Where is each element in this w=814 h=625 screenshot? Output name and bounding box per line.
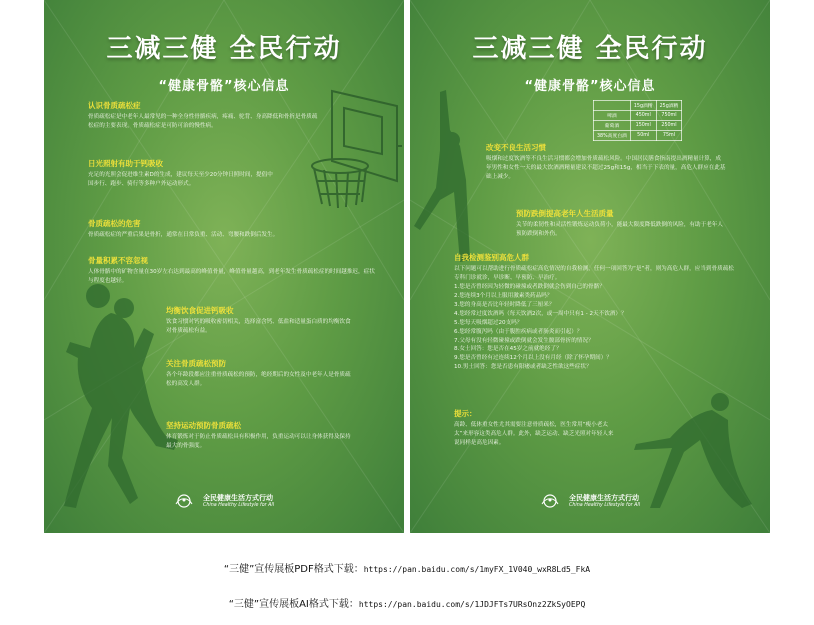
- download-link-ai[interactable]: https://pan.baidu.com/s/1JDJFTs7URsOnz2ZkSyOEPQ: [358, 600, 586, 609]
- section-tip: [454, 408, 614, 448]
- section-heading: 关注骨质疏松预防: [166, 359, 226, 368]
- section-body: 关节的柔韧性和灵活性锻炼运动负荷小，能最大限度降低跌倒的风险，有助于老年人预防跌倒和外伤。: [516, 222, 723, 237]
- section-heading: 骨量积累不容忽视: [88, 256, 148, 265]
- table-cell: 25g酒精: [656, 101, 682, 111]
- question-item: 3.您的身高是否比年轻时降低了三厘米？: [454, 301, 555, 308]
- section-fall-prevention: [516, 208, 726, 239]
- caption-label: “三健”宣传展板PDF格式下载：: [223, 564, 364, 575]
- section-diet: [166, 305, 356, 336]
- section-sunlight: [88, 158, 278, 189]
- footer-logo: [44, 490, 404, 509]
- section-body: 饮食习惯对钙的吸收密切相关，选择富含钙、低盐和适量蛋白质的均衡饮食对骨质疏松有益。: [166, 319, 351, 334]
- section-body: 人体骨骼中的矿物含量在30岁左右达到最高的峰值骨量，峰值骨量越高，到老年发生骨质疏松症的时间越推迟，症状与程度也越轻。: [88, 269, 375, 284]
- section-body: 充足的光照会促进维生素D的生成，建议每天至少20分钟日照时间，提倡中国步行、跑步、骑行等多种户外运动形式。: [88, 172, 273, 187]
- logo-cn-text: 全民健康生活方式行动: [203, 494, 273, 502]
- alcohol-equivalence-table: [593, 100, 682, 141]
- caption-label: “三健”宣传展板AI格式下载：: [228, 599, 359, 610]
- section-body: 高龄、低体重女性尤其需要注意骨质疏松，医生常用“瘦小老太太”来形容这类高危人群。此外，缺乏运动、缺乏光照对年轻人来说同样是高危因素。: [454, 422, 614, 446]
- logo-en-text: China Healthy Lifestyle for All: [203, 503, 275, 508]
- poster-title: 三减三健 全民行动: [106, 34, 342, 64]
- poster-right: [410, 0, 770, 533]
- question-item: 2.您连续3个月以上服用激素类药品吗？: [454, 292, 553, 299]
- section-prevention: [166, 358, 356, 389]
- table-cell: 38%高度白酒: [594, 131, 631, 141]
- download-caption-pdf: [0, 560, 814, 575]
- section-body: 骨质疏松症是中老年人最常见的一种全身性骨骼疾病，疼痛、驼背、身高降低和骨折是骨质疏松症的主要表现，骨质疏松症是可防可治的慢性病。: [88, 114, 318, 129]
- question-item: 4.您经常过度饮酒吗（每天饮酒2次，或一周中只有1 - 2天不饮酒）？: [454, 310, 627, 317]
- download-link-pdf[interactable]: https://pan.baidu.com/s/1myFX_1V040_wxR8Ld5_FkA: [363, 565, 591, 574]
- section-bone-mass: [88, 255, 378, 286]
- logo-cn-text: 全民健康生活方式行动: [569, 494, 639, 502]
- question-item: 9.您是否曾经有过连续12个月以上没有月经（除了怀孕期间）？: [454, 355, 612, 362]
- poster-left: [44, 0, 404, 533]
- section-body: 骨质疏松症的严重后果是骨折，通常在日常负重、活动、弯腰和跌倒后发生。: [88, 232, 279, 238]
- download-caption-ai: [0, 595, 814, 610]
- table-cell: 50ml: [630, 131, 656, 141]
- section-heading: 提示：: [454, 409, 477, 418]
- logo-en-text: China Healthy Lifestyle for All: [569, 503, 641, 508]
- question-item: 7.父母有没有轻微碰撞或跌倒就会发生髋部骨折的情况？: [454, 337, 594, 344]
- table-row: [594, 121, 682, 131]
- table-cell: 15g酒精: [630, 101, 656, 111]
- section-body: 体育锻炼对于防止骨质疏松具有积极作用，负重运动可以让身体获得及保持最大的骨强度。: [166, 434, 351, 449]
- yoga-pose-icon: [410, 80, 495, 265]
- section-heading: 预防跌倒提高老年人生活质量: [516, 209, 614, 218]
- section-bad-habits: [486, 142, 726, 182]
- table-cell: 250ml: [656, 121, 682, 131]
- table-row: [594, 131, 682, 141]
- china-healthy-lifestyle-emblem: [174, 494, 194, 508]
- question-item: 10.男士回答：您是否患有阳痿或者缺乏性欲这些症状？: [454, 364, 592, 371]
- section-heading: 认识骨质疏松症: [88, 101, 141, 110]
- section-heading: 坚持运动预防骨质疏松: [166, 421, 241, 430]
- china-healthy-lifestyle-emblem: [540, 494, 560, 508]
- question-item: 1.您是否曾经因为轻微的碰撞或者跌倒就会伤到自己的骨骼？: [454, 283, 605, 290]
- poster-subtitle: “健康骨骼”核心信息: [158, 79, 290, 94]
- table-cell: 450ml: [630, 111, 656, 121]
- section-harm: [88, 218, 378, 240]
- section-body: 吸烟和过度饮酒等不良生活习惯都会增加骨质疏松风险。中国居民膳食指南提出酒精量计算，成年男性和女性一天的最大饮酒酒精量建议不超过25g和15g，相当于下表的量，高危人群应在此基础上减少。: [486, 156, 726, 180]
- question-item: 5.您每天吸烟超过20支吗？: [454, 319, 523, 326]
- question-item: 6.您经常腹泻吗（由于腹腔疾病或者肠炎而引起）？: [454, 328, 583, 335]
- section-heading: 改变不良生活习惯: [486, 143, 546, 152]
- table-cell: 150ml: [630, 121, 656, 131]
- table-cell: 75ml: [656, 131, 682, 141]
- footer-logo: [410, 490, 770, 509]
- table-cell: [594, 101, 631, 111]
- section-body: 以下问题可以帮助进行骨质疏松症高危情况的自我检测，任何一项回答为“是”者，则为高危人群，应当到骨质疏松专科门诊就诊，早诊断、早预防、早治疗。: [454, 266, 734, 281]
- table-cell: 750ml: [656, 111, 682, 121]
- section-exercise: [166, 420, 356, 451]
- poster-title: 三减三健 全民行动: [472, 34, 708, 64]
- poster-subtitle: “健康骨骼”核心信息: [524, 79, 656, 94]
- section-heading: 骨质疏松的危害: [88, 219, 141, 228]
- table-cell: 啤酒: [594, 111, 631, 121]
- section-osteoporosis-intro: [88, 100, 318, 131]
- section-body: 各个年龄段都应注重骨质疏松的预防，绝经期后的女性及中老年人是骨质疏松的高发人群。: [166, 372, 351, 387]
- question-item: 8.女士回答：您是否在45岁之前就绝经了？: [454, 346, 562, 353]
- table-row: [594, 111, 682, 121]
- section-heading: 日光照射有助于钙吸收: [88, 159, 163, 168]
- section-heading: 自我检测鉴别高危人群: [454, 253, 529, 262]
- table-cell: 葡萄酒: [594, 121, 631, 131]
- section-heading: 均衡饮食促进钙吸收: [166, 306, 234, 315]
- section-self-test: [454, 252, 734, 372]
- table-header-row: [594, 101, 682, 111]
